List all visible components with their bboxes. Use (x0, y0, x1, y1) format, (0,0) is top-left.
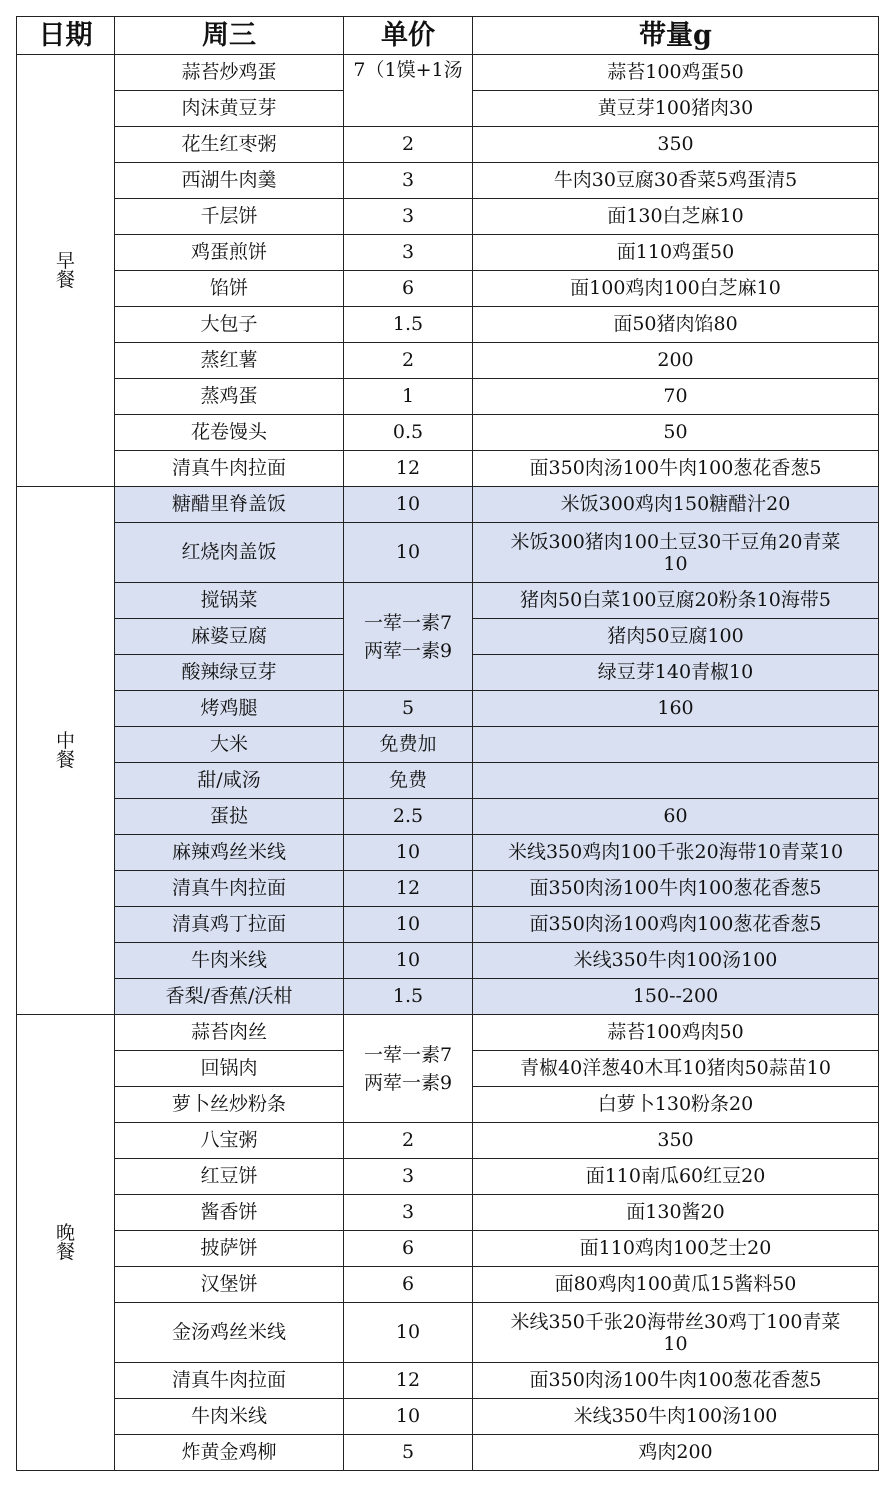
dish-price: 10 (344, 907, 473, 943)
dish-price: 6 (344, 1231, 473, 1267)
dish-price: 10 (344, 523, 473, 583)
header-amount: 带量g (473, 17, 879, 55)
table-row (17, 487, 879, 523)
dish-name: 麻婆豆腐 (115, 619, 344, 655)
table-row (17, 415, 879, 451)
dish-amount: 70 (473, 379, 879, 415)
meal-label-lunch (17, 487, 115, 1015)
dish-price: 10 (344, 943, 473, 979)
header-day: 周三 (115, 17, 344, 55)
dish-amount: 60 (473, 799, 879, 835)
table-row (17, 1195, 879, 1231)
table-row (17, 235, 879, 271)
dish-name: 酱香饼 (115, 1195, 344, 1231)
dish-amount: 面350肉汤100牛肉100葱花香葱5 (473, 871, 879, 907)
dish-price: 5 (344, 1435, 473, 1471)
table-row (17, 763, 879, 799)
dish-amount: 面110鸡蛋50 (473, 235, 879, 271)
dish-price: 2 (344, 1123, 473, 1159)
dish-amount: 米线350牛肉100汤100 (473, 943, 879, 979)
dish-name: 炸黄金鸡柳 (115, 1435, 344, 1471)
dish-name: 汉堡饼 (115, 1267, 344, 1303)
dish-amount (473, 523, 879, 583)
dish-name: 清真牛肉拉面 (115, 871, 344, 907)
dish-price: 3 (344, 199, 473, 235)
dish-name: 清真鸡丁拉面 (115, 907, 344, 943)
price-line: 一荤一素7 (363, 1043, 453, 1066)
dish-name: 甜/咸汤 (115, 763, 344, 799)
table-row (17, 835, 879, 871)
meal-label-dinner (17, 1015, 115, 1471)
dish-price: 10 (344, 835, 473, 871)
dish-amount: 黄豆芽100猪肉30 (473, 91, 879, 127)
table-row (17, 1363, 879, 1399)
dish-name: 牛肉米线 (115, 943, 344, 979)
dish-amount: 绿豆芽140青椒10 (473, 655, 879, 691)
table-row (17, 1231, 879, 1267)
amount-line: 米线350千张20海带丝30鸡丁100青菜 (510, 1310, 841, 1333)
table-row (17, 799, 879, 835)
dish-amount: 面100鸡肉100白芝麻10 (473, 271, 879, 307)
dish-price (344, 1015, 473, 1123)
header-row (17, 17, 879, 55)
dish-amount: 白萝卜130粉条20 (473, 1087, 879, 1123)
dish-price: 0.5 (344, 415, 473, 451)
dish-name: 蒜苔肉丝 (115, 1015, 344, 1051)
header-price: 单价 (344, 17, 473, 55)
dish-amount: 猪肉50豆腐100 (473, 619, 879, 655)
dish-amount: 米线350牛肉100汤100 (473, 1399, 879, 1435)
dish-name: 花卷馒头 (115, 415, 344, 451)
menu-table (16, 16, 879, 1471)
dish-price: 3 (344, 1159, 473, 1195)
table-row (17, 1015, 879, 1051)
dish-name: 金汤鸡丝米线 (115, 1303, 344, 1363)
dish-amount: 面350肉汤100鸡肉100葱花香葱5 (473, 907, 879, 943)
dish-amount: 蒜苔100鸡蛋50 (473, 55, 879, 91)
dish-name: 八宝粥 (115, 1123, 344, 1159)
meal-label-breakfast (17, 55, 115, 487)
dish-amount: 米饭300鸡肉150糖醋汁20 (473, 487, 879, 523)
dish-name: 馅饼 (115, 271, 344, 307)
dish-amount: 猪肉50白菜100豆腐20粉条10海带5 (473, 583, 879, 619)
dish-price: 6 (344, 271, 473, 307)
dish-name: 花生红枣粥 (115, 127, 344, 163)
dish-price: 5 (344, 691, 473, 727)
amount-line: 米饭300猪肉100土豆30干豆角20青菜 (510, 530, 841, 553)
dish-price: 1.5 (344, 307, 473, 343)
dish-name: 回锅肉 (115, 1051, 344, 1087)
table-row (17, 583, 879, 619)
dish-amount: 200 (473, 343, 879, 379)
table-row (17, 523, 879, 583)
dish-name: 牛肉米线 (115, 1399, 344, 1435)
dish-name: 红豆饼 (115, 1159, 344, 1195)
table-row (17, 1123, 879, 1159)
meal-char: 晚 (55, 1221, 75, 1244)
dish-amount (473, 727, 879, 763)
header-date: 日期 (17, 17, 115, 55)
table-row (17, 1303, 879, 1363)
table-row (17, 127, 879, 163)
dish-amount: 面350肉汤100牛肉100葱花香葱5 (473, 451, 879, 487)
table-row (17, 907, 879, 943)
dish-price: 12 (344, 871, 473, 907)
price-line: 两荤一素9 (363, 639, 453, 662)
dish-amount: 面80鸡肉100黄瓜15酱料50 (473, 1267, 879, 1303)
dish-name: 鸡蛋煎饼 (115, 235, 344, 271)
dish-price (344, 583, 473, 691)
table-row (17, 1159, 879, 1195)
dish-amount: 米线350鸡肉100千张20海带10青菜10 (473, 835, 879, 871)
dish-name: 蒸鸡蛋 (115, 379, 344, 415)
dish-amount: 面350肉汤100牛肉100葱花香葱5 (473, 1363, 879, 1399)
dish-name: 蛋挞 (115, 799, 344, 835)
dish-name: 大米 (115, 727, 344, 763)
dish-price: 免费加 (344, 727, 473, 763)
dish-name: 大包子 (115, 307, 344, 343)
dish-price: 免费 (344, 763, 473, 799)
dish-amount: 面50猪肉馅80 (473, 307, 879, 343)
table-row (17, 1267, 879, 1303)
dish-price: 2.5 (344, 799, 473, 835)
dish-amount: 350 (473, 1123, 879, 1159)
dish-amount: 50 (473, 415, 879, 451)
dish-name: 清真牛肉拉面 (115, 451, 344, 487)
dish-name: 香梨/香蕉/沃柑 (115, 979, 344, 1015)
dish-price: 10 (344, 1399, 473, 1435)
dish-amount: 面110南瓜60红豆20 (473, 1159, 879, 1195)
dish-name: 蒜苔炒鸡蛋 (115, 55, 344, 91)
dish-amount (473, 1303, 879, 1363)
dish-price: 10 (344, 487, 473, 523)
dish-name: 萝卜丝炒粉条 (115, 1087, 344, 1123)
meal-char: 早 (55, 249, 75, 272)
dish-amount: 面130酱20 (473, 1195, 879, 1231)
dish-amount: 150--200 (473, 979, 879, 1015)
dish-amount (473, 763, 879, 799)
dish-name: 糖醋里脊盖饭 (115, 487, 344, 523)
dish-name: 西湖牛肉羹 (115, 163, 344, 199)
dish-price: 1.5 (344, 979, 473, 1015)
table-row (17, 55, 879, 91)
table-row (17, 727, 879, 763)
dish-price: 3 (344, 163, 473, 199)
table-row (17, 199, 879, 235)
dish-amount: 面110鸡肉100芝士20 (473, 1231, 879, 1267)
dish-amount: 牛肉30豆腐30香菜5鸡蛋清5 (473, 163, 879, 199)
price-line: 一荤一素7 (363, 611, 453, 634)
dish-name: 千层饼 (115, 199, 344, 235)
dish-price: 1 (344, 379, 473, 415)
table-row (17, 1399, 879, 1435)
table-row (17, 451, 879, 487)
dish-price: 3 (344, 1195, 473, 1231)
table-row (17, 1435, 879, 1471)
dish-name: 蒸红薯 (115, 343, 344, 379)
dish-price: 3 (344, 235, 473, 271)
table-row (17, 343, 879, 379)
amount-line: 10 (663, 552, 688, 575)
dish-amount: 面130白芝麻10 (473, 199, 879, 235)
dish-amount: 蒜苔100鸡肉50 (473, 1015, 879, 1051)
table-row (17, 943, 879, 979)
dish-name: 酸辣绿豆芽 (115, 655, 344, 691)
meal-char: 中 (55, 729, 75, 752)
dish-price: 12 (344, 451, 473, 487)
dish-name: 搅锅菜 (115, 583, 344, 619)
dish-amount: 160 (473, 691, 879, 727)
dish-price: 12 (344, 1363, 473, 1399)
dish-price: 6 (344, 1267, 473, 1303)
dish-name: 麻辣鸡丝米线 (115, 835, 344, 871)
table-row (17, 271, 879, 307)
table-row (17, 307, 879, 343)
dish-name: 肉沫黄豆芽 (115, 91, 344, 127)
table-row (17, 691, 879, 727)
dish-amount: 青椒40洋葱40木耳10猪肉50蒜苗10 (473, 1051, 879, 1087)
dish-amount: 350 (473, 127, 879, 163)
meal-char: 餐 (55, 268, 75, 291)
dish-name: 烤鸡腿 (115, 691, 344, 727)
dish-name: 清真牛肉拉面 (115, 1363, 344, 1399)
dish-price: 7（1馍+1汤 (344, 55, 473, 127)
dish-amount: 鸡肉200 (473, 1435, 879, 1471)
amount-line: 10 (663, 1332, 688, 1355)
dish-name: 披萨饼 (115, 1231, 344, 1267)
table-row (17, 979, 879, 1015)
price-line: 两荤一素9 (363, 1071, 453, 1094)
dish-price: 10 (344, 1303, 473, 1363)
table-row (17, 871, 879, 907)
dish-price: 2 (344, 343, 473, 379)
meal-char: 餐 (55, 1240, 75, 1263)
dish-name: 红烧肉盖饭 (115, 523, 344, 583)
table-row (17, 163, 879, 199)
dish-price: 2 (344, 127, 473, 163)
table-row (17, 379, 879, 415)
meal-char: 餐 (55, 748, 75, 771)
